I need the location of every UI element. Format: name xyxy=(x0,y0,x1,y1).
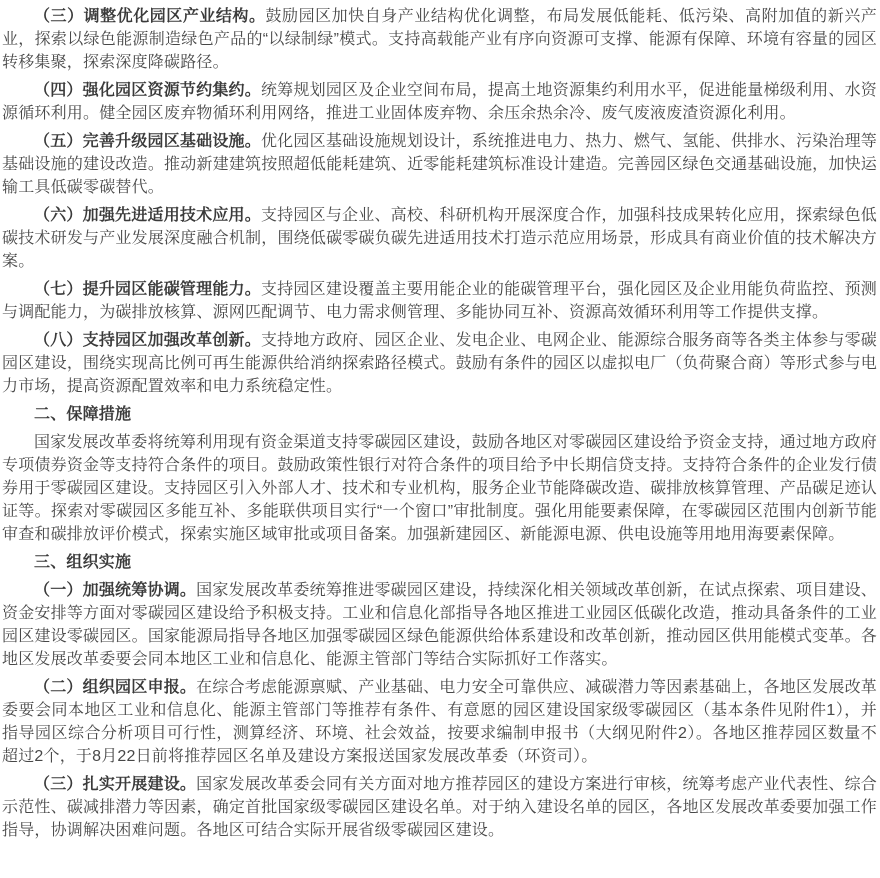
paragraph-item-7 xyxy=(2,278,877,324)
paragraph-item-2 xyxy=(2,676,877,768)
paragraph-lead: （四）强化园区资源节约集约。 xyxy=(34,82,261,99)
paragraph-item-4 xyxy=(2,79,877,125)
paragraph-lead: （三）调整优化园区产业结构。 xyxy=(34,8,266,25)
paragraph-text: 国家发展改革委将统筹利用现有资金渠道支持零碳园区建设，鼓励各地区对零碳园区建设给予资金支持，通过地方政府专项债券资金等支持符合条件的项目。鼓励政策性银行对符合条件的项目给予中长期信贷支持。支持符合条件的企业发行债券用于零碳园区建设。支持园区引入外部人才、技术和专业机构，服务企业节能降碳改造、碳排放核算管理、产品碳足迹认证等。探索对零碳园区多能互补、多能联供项目实行“一个窗口”审批制度。强化用能要素保障，在零碳园区范围内创新节能审查和碳排放评价模式，探索实施区域审批或项目备案。加强新建园区、新能源电源、供电设施等用地用海要素保障。 xyxy=(2,434,877,543)
paragraph-text: 鼓励园区加快自身产业结构优化调整，布局发展低能耗、低污染、高附加值的新兴产业，探索以绿色能源制造绿色产品的“以绿制绿”模式。支持高载能产业有序向资源可支撑、能源有保障、环境有容量的园区转移集聚，探索深度降碳路径。 xyxy=(2,8,877,71)
paragraph-item-6 xyxy=(2,204,877,273)
paragraph-lead: （七）提升园区能碳管理能力。 xyxy=(34,281,261,298)
paragraph-lead: （二）组织园区申报。 xyxy=(34,679,197,696)
paragraph-text: 支持地方政府、园区企业、发电企业、电网企业、能源综合服务商等各类主体参与零碳园区建设，围绕实现高比例可再生能源供给消纳探索路径模式。鼓励有条件的园区以虚拟电厂（负荷聚合商）等形式参与电力市场，提高资源配置效率和电力系统稳定性。 xyxy=(2,332,877,395)
paragraph-text: 在综合考虑能源禀赋、产业基础、电力安全可靠供应、减碳潜力等因素基础上，各地区发展改革委要会同本地区工业和信息化、能源主管部门等推荐有条件、有意愿的园区建设国家级零碳园区（基本条件见附件1），并指导园区综合分析项目可行性，测算经济、环境、社会效益，按要求编制申报书（大纲见附件2）。各地区推荐园区数量不超过2个，于8月22日前将推荐园区名单及建设方案报送国家发展改革委（环资司）。 xyxy=(2,679,877,765)
paragraph-text: 国家发展改革委会同有关方面对地方推荐园区的建设方案进行审核，统筹考虑产业代表性、综合示范性、碳减排潜力等因素，确定首批国家级零碳园区建设名单。对于纳入建设名单的园区，各地区发展改革委要加强工作指导，协调解决困难问题。各地区可结合实际开展省级零碳园区建设。 xyxy=(2,776,877,839)
paragraph-item-3b xyxy=(2,773,877,842)
section-heading-text: 二、保障措施 xyxy=(34,406,132,423)
section-heading-2 xyxy=(2,403,877,426)
paragraph-item-5 xyxy=(2,130,877,199)
paragraph-lead: （六）加强先进适用技术应用。 xyxy=(34,207,261,224)
paragraph-text: 支持园区与企业、高校、科研机构开展深度合作，加强科技成果转化应用，探索绿色低碳技术研发与产业发展深度融合机制，围绕低碳零碳负碳先进适用技术打造示范应用场景，形成具有商业价值的技术解决方案。 xyxy=(2,207,877,270)
paragraph-item-3 xyxy=(2,5,877,74)
paragraph-lead: （五）完善升级园区基础设施。 xyxy=(34,133,261,150)
paragraph-text: 支持园区建设覆盖主要用能企业的能碳管理平台，强化园区及企业用能负荷监控、预测与调配能力，为碳排放核算、源网匹配调节、电力需求侧管理、多能协同互补、资源高效循环利用等工作提供支撑。 xyxy=(2,281,877,321)
paragraph-text: 统筹规划园区及企业空间布局，提高土地资源集约利用水平，促进能量梯级利用、水资源循环利用。健全园区废弃物循环利用网络，推进工业固体废弃物、余压余热余冷、废气废液废渣资源化利用。 xyxy=(2,82,877,122)
paragraph-text: 优化园区基础设施规划设计，系统推进电力、热力、燃气、氢能、供排水、污染治理等基础设施的建设改造。推动新建建筑按照超低能耗建筑、近零能耗建筑标准设计建造。完善园区绿色交通基础设施，加快运输工具低碳零碳替代。 xyxy=(2,133,877,196)
paragraph-item-8 xyxy=(2,329,877,398)
paragraph-item-1 xyxy=(2,579,877,671)
paragraph-text: 国家发展改革委统筹推进零碳园区建设，持续深化相关领域改革创新，在试点探索、项目建设、资金安排等方面对零碳园区建设给予积极支持。工业和信息化部指导各地区推进工业园区低碳化改造，推动具备条件的工业园区建设零碳园区。国家能源局指导各地区加强零碳园区绿色能源供给体系建设和改革创新，推动园区供用能模式变革。各地区发展改革委要会同本地区工业和信息化、能源主管部门等结合实际抓好工作落实。 xyxy=(2,582,877,668)
paragraph-lead: （三）扎实开展建设。 xyxy=(34,776,197,793)
paragraph-lead: （一）加强统筹协调。 xyxy=(34,582,197,599)
section-heading-text: 三、组织实施 xyxy=(34,554,132,571)
paragraph-safeguards xyxy=(2,431,877,546)
paragraph-lead: （八）支持园区加强改革创新。 xyxy=(34,332,261,349)
section-heading-3 xyxy=(2,551,877,574)
